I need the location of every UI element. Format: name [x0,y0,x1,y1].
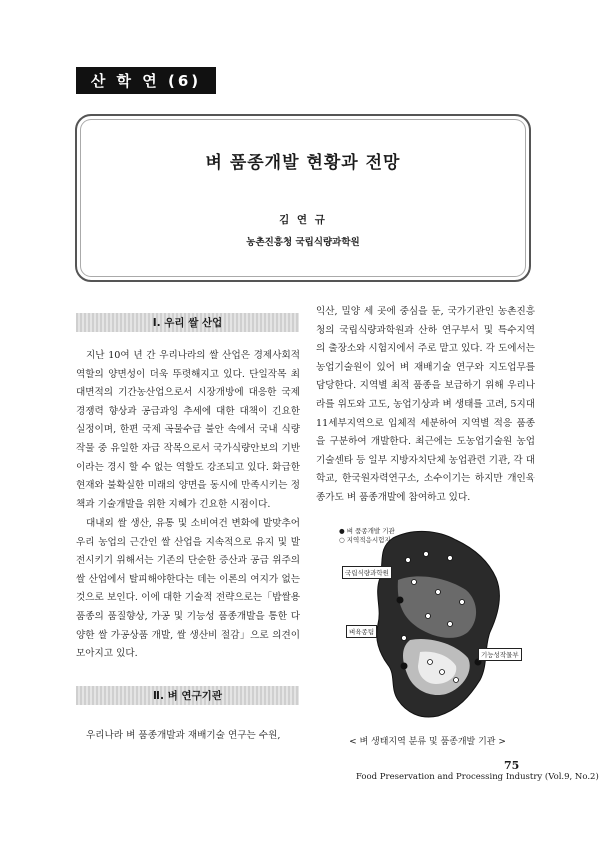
left-paragraph-1: 지난 10여 년 간 우리나라의 쌀 산업은 경제사회적 역할의 양면성이 더욱 뚜렷해지고 있다. 단일작목 최대면적의 기간농산업으로서 시장개방에 대응한 국제경쟁력 향상과 공급과잉 추세에 대한 대책이 긴요한 실정이며, 한편 국제 곡물수급 불안 속에서 국내 식량작물 중 유일한 자급 작목으로서 국가식량안보의 기반이라는 경시 할 수 없는 역할도 강조되고 있다. 화급한 현재와 불확실한 미래의 양면을 동시에 만족시키는 정책과 기술개발을 위한 지혜가 긴요한 시점이다. [76,350,300,510]
page-number: 75 [504,759,520,772]
right-paragraph-1: 익산, 밀양 세 곳에 중심을 둔, 국가기관인 농촌진흥청의 국립식량과학원과 산하 연구부서 및 특수지역의 출장소와 시험지에서 주로 맡고 있다. 각 도에서는 농업기술원이 있어 벼 재배기술 연구와 지도업무를 담당한다. 지역별 최적 품종을 보급하기 위해 우리나라를 위도와 고도, 농업기상과 벼 생태를 고려, 5지대 11세부지역으로 입체적 세분하여 지역별 적응 품종을 구분하여 개발한다. 최근에는 도농업기술원 농업기술센타 등 일부 지방자치단체 농업관련 기관, 각 대학교, 한국원자력연구소, 소수이기는 하지만 개인육종가도 벼 품종개발에 참여하고 있다. [316,306,536,503]
left-paragraph-3: 우리나라 벼 품종개발과 재배기술 연구는 수원, [86,730,281,741]
article-author: 김 연 규 [279,214,327,226]
section-heading-2: Ⅱ. 벼 연구기관 [76,686,299,705]
section-banner: 산 학 연 (6) [76,67,216,94]
map-label-institute: 국립식량과학원 [342,566,392,579]
article-affiliation: 농촌진흥청 국립식량과학원 [246,237,360,248]
title-box [75,114,531,282]
map-label-functional-crop: 기능성작물부 [478,648,522,661]
map-legend [339,527,395,545]
korea-rice-map [338,520,518,725]
figure-caption: < 벼 생태지역 분류 및 품종개발 기관 > [349,737,506,747]
journal-name: Food Preservation and Processing Industry (Vol.9, No.2) [356,772,599,782]
section-heading-1: Ⅰ. 우리 쌀 산업 [76,313,299,332]
map-label-breeding-team: 벼육종팀 [346,625,377,638]
article-title: 벼 품종개발 현황과 전망 [205,153,401,173]
left-paragraph-2: 대내외 쌀 생산, 유통 및 소비여건 변화에 발맞추어 우리 농업의 근간인 쌀 산업을 지속적으로 유지 및 발전시키기 위해서는 기존의 단순한 증산과 공급 위주의 쌀 산업에서 탈피해야한다는 데는 이론의 여지가 없는 것으로 보인다. 이에 대한 기술적 전략으로는「밥쌀용 품종의 품질향상, 가공 및 기능성 품종개발을 통한 다양한 쌀 가공상품 개발, 쌀 생산비 절감」으로 의견이 모아지고 있다. [76,518,300,660]
legend-item-test-site: ○ 지역적응시험지 [339,536,391,544]
legend-item-development: ● 벼 품종개발 기관 [339,527,395,535]
